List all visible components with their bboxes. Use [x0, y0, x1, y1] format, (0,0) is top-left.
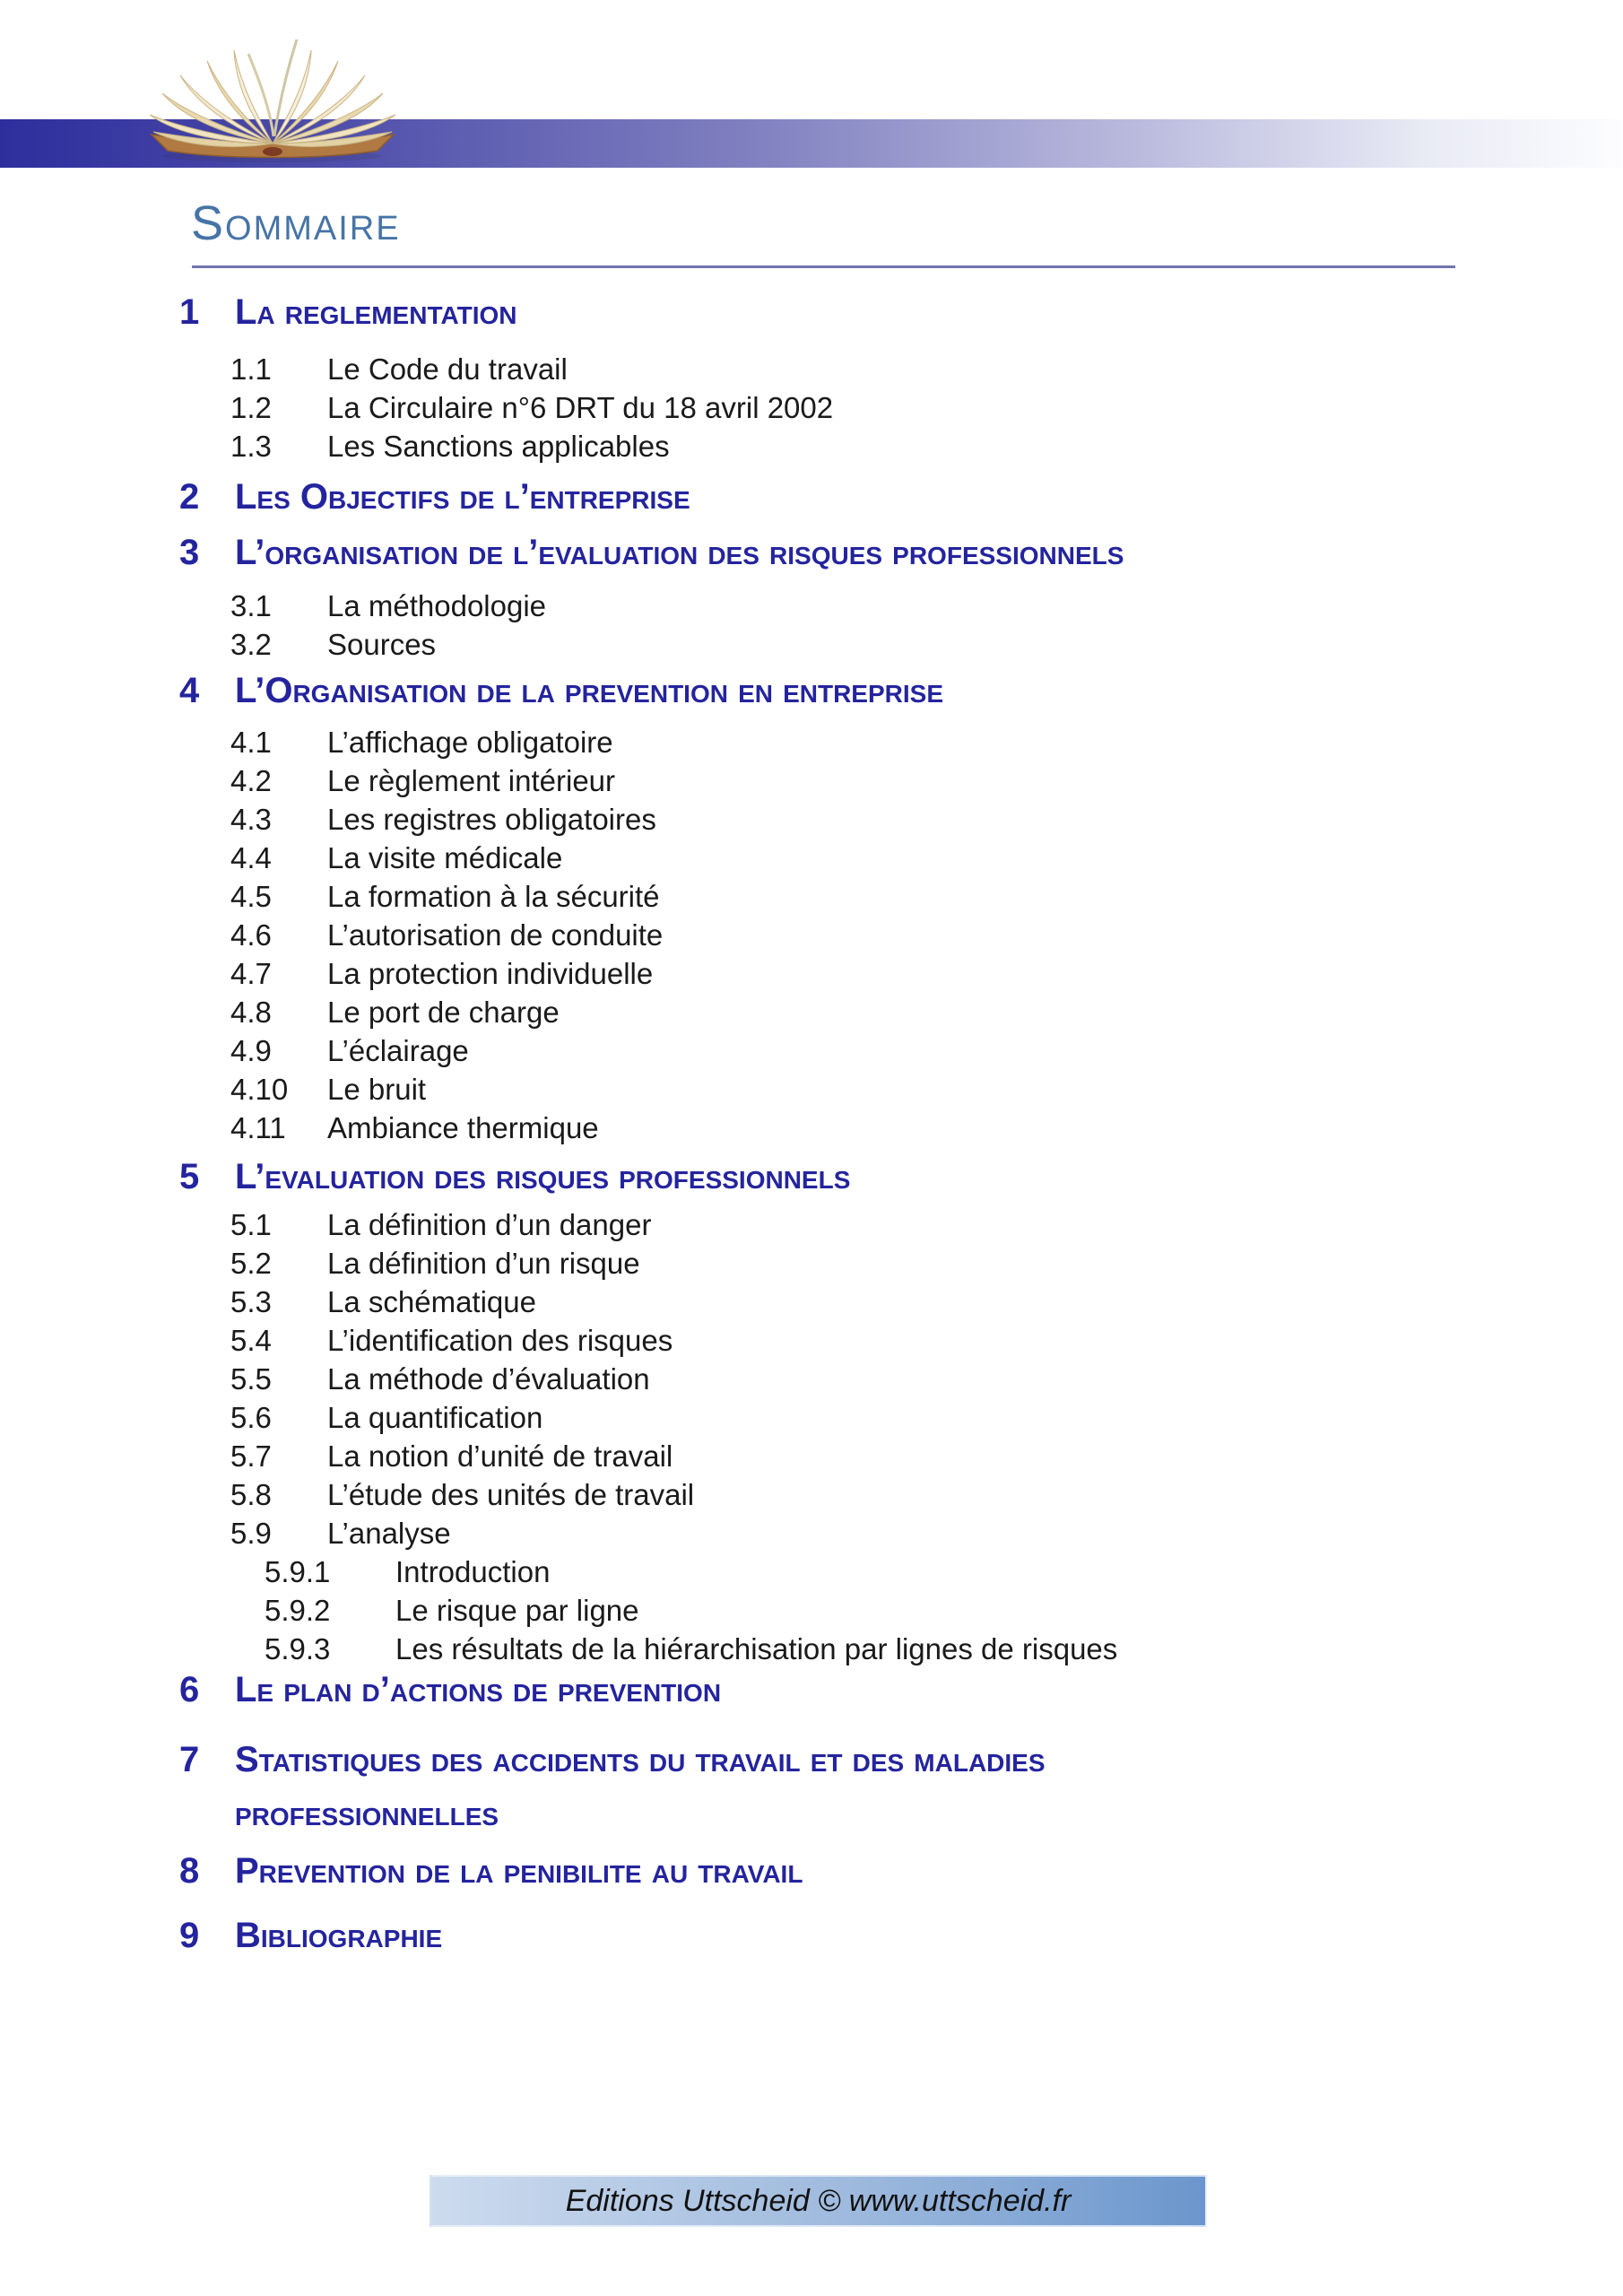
toc-item-label: La formation à la sécurité	[327, 880, 660, 913]
toc-item-number: 5.8	[230, 1478, 272, 1511]
toc-item-4.11	[0, 1109, 1623, 1147]
toc-item-4.9	[0, 1031, 1623, 1070]
toc-item-number: 5.9.2	[265, 1594, 331, 1627]
section-heading-7	[0, 1733, 1623, 1840]
section-number: 5	[179, 1157, 200, 1196]
section-items-4	[0, 723, 1623, 1147]
toc-item-5.8	[0, 1475, 1623, 1514]
toc-item-number: 3.1	[230, 589, 272, 622]
toc-item-label: La définition d’un danger	[327, 1208, 652, 1241]
toc-item-label: La visite médicale	[327, 841, 563, 874]
toc-item-number: 1.1	[230, 352, 272, 386]
toc-item-label: L’identification des risques	[327, 1324, 673, 1357]
open-book-image	[142, 27, 404, 169]
toc-item-4.7	[0, 954, 1623, 993]
section-title: La reglementation	[235, 292, 517, 332]
section-number: 1	[179, 292, 200, 332]
toc-item-number: 4.2	[230, 764, 272, 797]
toc-section-7	[0, 1733, 1623, 1840]
toc-item-5.9	[0, 1514, 1623, 1552]
toc-item-label: Le port de charge	[327, 996, 560, 1029]
toc-item-4.2	[0, 761, 1623, 800]
toc-item-number: 1.2	[230, 391, 272, 424]
section-title: Bibliographie	[235, 1916, 443, 1955]
toc-item-number: 4.1	[230, 726, 272, 759]
open-book-icon	[142, 27, 404, 169]
section-heading-9	[0, 1916, 1623, 1955]
toc-item-number: 4.8	[230, 996, 272, 1029]
section-title: Prevention de la penibilite au travail	[235, 1851, 803, 1891]
toc-section-1	[0, 292, 1623, 465]
toc-item-label: La définition d’un risque	[327, 1247, 640, 1280]
toc-item-label: Les résultats de la hiérarchisation par lignes de risques	[395, 1632, 1118, 1665]
footer-bar	[430, 2175, 1207, 2227]
section-heading-3	[0, 533, 1623, 572]
toc-item-number: 4.6	[230, 918, 272, 952]
toc-item-number: 4.11	[230, 1111, 286, 1144]
section-number: 7	[179, 1740, 200, 1779]
toc-item-5.6	[0, 1398, 1623, 1437]
toc-item-label: Le Code du travail	[327, 352, 568, 386]
toc-item-label: La notion d’unité de travail	[327, 1439, 673, 1473]
toc-item-1.2	[0, 388, 1623, 427]
toc-item-label: La schématique	[327, 1285, 536, 1318]
toc-section-2	[0, 477, 1623, 517]
toc-item-label: L’affichage obligatoire	[327, 726, 613, 759]
toc-item-number: 5.9	[230, 1517, 272, 1550]
toc-item-label: Le règlement intérieur	[327, 764, 616, 797]
toc-item-4.1	[0, 723, 1623, 761]
toc-item-1.3	[0, 427, 1623, 465]
section-items-1	[0, 350, 1623, 465]
toc-item-number: 4.3	[230, 803, 272, 836]
toc-item-label: Sources	[327, 628, 437, 661]
section-items-3	[0, 587, 1623, 664]
toc-item-number: 4.9	[230, 1034, 272, 1067]
toc-item-label: L’étude des unités de travail	[327, 1478, 695, 1511]
section-heading-1	[0, 292, 1623, 332]
section-title: Le plan d’actions de prevention	[235, 1670, 722, 1709]
toc-item-number: 5.9.3	[265, 1632, 331, 1665]
section-heading-8	[0, 1851, 1623, 1891]
toc-item-label: La méthode d’évaluation	[327, 1362, 650, 1396]
toc-item-number: 5.9.1	[265, 1555, 331, 1588]
toc-item-label: Le risque par ligne	[395, 1594, 639, 1627]
toc-item-5.4	[0, 1321, 1623, 1360]
toc-item-5.7	[0, 1437, 1623, 1475]
toc-item-4.10	[0, 1070, 1623, 1109]
toc-section-6	[0, 1670, 1623, 1709]
toc-item-3.2	[0, 625, 1623, 664]
table-of-contents	[0, 267, 1623, 1955]
toc-section-5	[0, 1157, 1623, 1668]
toc-item-number: 5.7	[230, 1439, 272, 1473]
section-title: L’evaluation des risques professionnels	[235, 1157, 851, 1196]
section-number: 6	[179, 1670, 200, 1709]
toc-item-label: Les registres obligatoires	[327, 803, 656, 836]
toc-item-number: 4.5	[230, 880, 272, 913]
toc-item-label: L’autorisation de conduite	[327, 918, 664, 952]
section-heading-5	[0, 1157, 1623, 1196]
toc-item-5.1	[0, 1205, 1623, 1244]
toc-item-label: L’analyse	[327, 1517, 451, 1550]
toc-item-label: La quantification	[327, 1401, 543, 1434]
toc-item-4.4	[0, 839, 1623, 877]
toc-item-number: 5.2	[230, 1247, 272, 1280]
toc-section-3	[0, 533, 1623, 664]
toc-item-5.2	[0, 1244, 1623, 1283]
toc-item-4.6	[0, 916, 1623, 954]
section-number: 9	[179, 1916, 200, 1955]
toc-item-label: La méthodologie	[327, 589, 547, 622]
section-heading-2	[0, 477, 1623, 517]
toc-item-1.1	[0, 350, 1623, 388]
toc-item-4.8	[0, 993, 1623, 1031]
toc-item-label: Les Sanctions applicables	[327, 430, 670, 463]
section-number: 8	[179, 1851, 200, 1891]
toc-item-label: La Circulaire n°6 DRT du 18 avril 2002	[327, 391, 834, 424]
toc-item-number: 4.4	[230, 841, 272, 874]
toc-item-number: 4.10	[230, 1073, 289, 1106]
section-title: L’organisation de l’evaluation des risques professionnels	[235, 533, 1124, 572]
toc-item-label: Le bruit	[327, 1073, 427, 1106]
toc-item-number: 5.1	[230, 1208, 272, 1241]
toc-item-5.3	[0, 1283, 1623, 1321]
toc-item-label: L’éclairage	[327, 1034, 469, 1067]
toc-item-5.9.1	[0, 1552, 1623, 1591]
toc-item-5.5	[0, 1360, 1623, 1398]
toc-section-8	[0, 1851, 1623, 1891]
toc-item-label: Introduction	[395, 1555, 551, 1588]
toc-item-label: Ambiance thermique	[327, 1111, 599, 1144]
section-title: Statistiques des accidents du travail et des maladies professionnelles	[235, 1740, 1046, 1833]
toc-section-9	[0, 1916, 1623, 1955]
toc-section-4	[0, 671, 1623, 1147]
toc-item-number: 1.3	[230, 430, 272, 463]
section-number: 4	[179, 671, 200, 710]
toc-item-label: La protection individuelle	[327, 957, 654, 990]
toc-item-5.9.2	[0, 1591, 1623, 1630]
section-number: 2	[179, 477, 200, 517]
toc-item-number: 5.6	[230, 1401, 272, 1434]
toc-item-5.9.3	[0, 1630, 1623, 1668]
toc-item-number: 5.5	[230, 1362, 272, 1396]
section-heading-4	[0, 671, 1623, 710]
toc-item-number: 3.2	[230, 628, 272, 661]
toc-item-4.3	[0, 800, 1623, 839]
footer-text: Editions Uttscheid © www.uttscheid.fr	[565, 2184, 1072, 2218]
section-number: 3	[179, 533, 200, 572]
section-title: Les Objectifs de l’entreprise	[235, 477, 690, 517]
toc-item-number: 5.3	[230, 1285, 272, 1318]
toc-item-3.1	[0, 587, 1623, 625]
section-heading-6	[0, 1670, 1623, 1709]
section-items-5	[0, 1205, 1623, 1668]
section-title: L’Organisation de la prevention en entreprise	[235, 671, 944, 710]
toc-item-number: 4.7	[230, 957, 272, 990]
toc-item-4.5	[0, 877, 1623, 916]
toc-item-number: 5.4	[230, 1324, 272, 1357]
page-title: Sommaire	[191, 196, 401, 250]
